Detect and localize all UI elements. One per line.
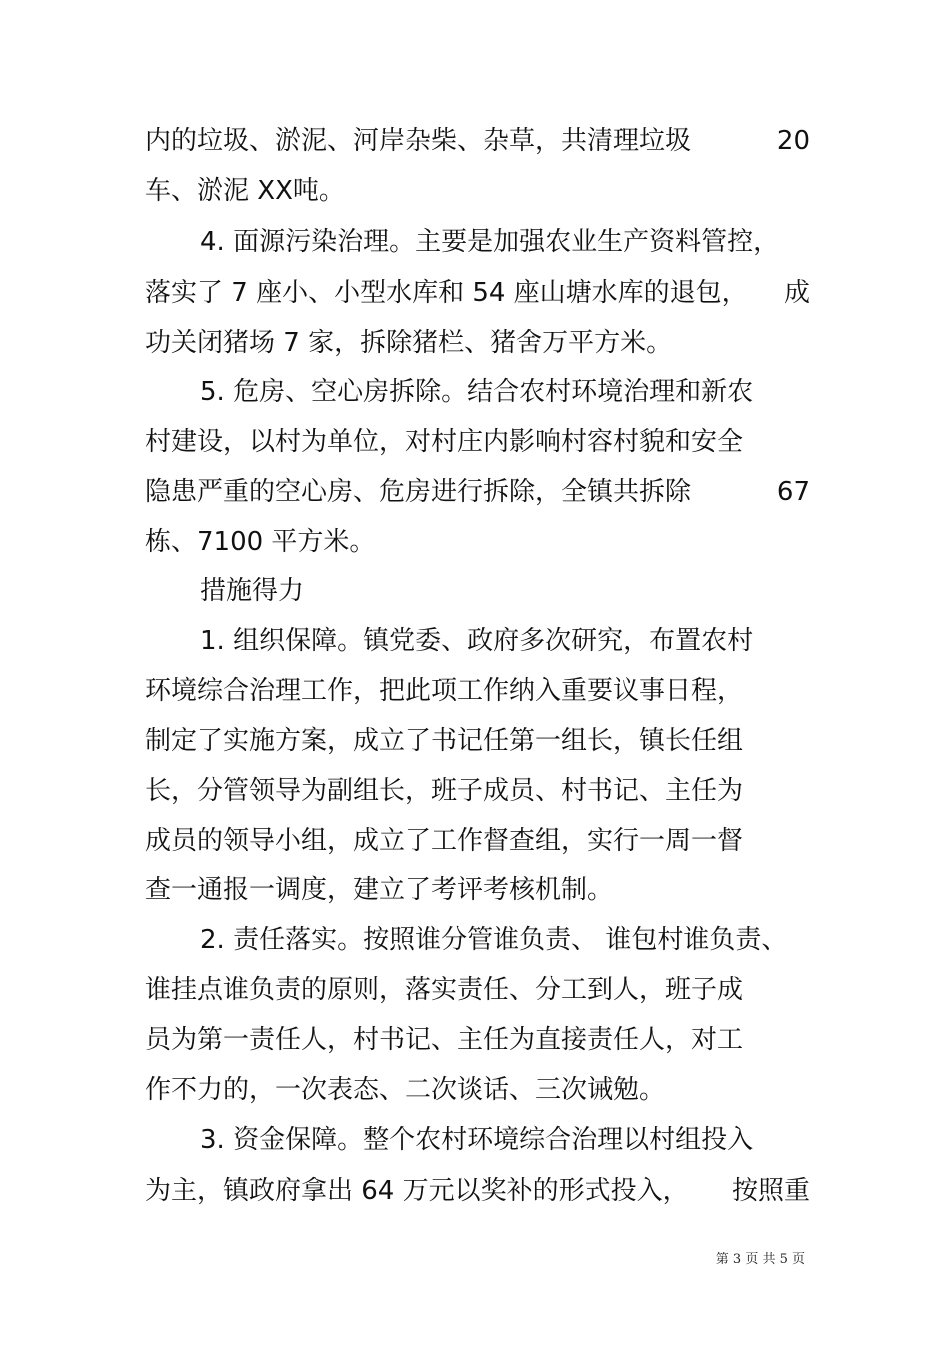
line-text: 村建设，以村为单位，对村庄内影响村容村貌和安全	[145, 427, 744, 457]
page-number-footer: 第 3 页 共 5 页	[715, 1252, 805, 1267]
line-text: 作不力的，一次表态、二次谈话、三次诫勉。	[145, 1075, 666, 1105]
line-text: 1. 组织保障。镇党委、政府多次研究，布置农村	[200, 626, 754, 656]
line-text: 内的垃圾、淤泥、河岸杂柴、杂草，共清理垃圾	[145, 126, 692, 156]
text-line	[145, 522, 810, 562]
line-text: 措施得力	[200, 576, 305, 606]
line-text: 成员的领导小组，成立了工作督查组，实行一周一督	[145, 826, 744, 856]
line-text: 长，分管领导为副组长，班子成员、村书记、主任为	[145, 776, 744, 806]
line-tail: 成	[783, 278, 810, 308]
text-line	[145, 323, 810, 363]
line-tail: 67	[776, 477, 810, 507]
line-text: 栋、7100 平方米。	[145, 527, 376, 557]
text-line	[145, 171, 810, 211]
line-text: 谁挂点谁负责的原则，落实责任、分工到人，班子成	[145, 975, 744, 1005]
section-heading	[200, 571, 810, 611]
text-line	[200, 1120, 810, 1160]
text-line	[145, 870, 810, 910]
line-text: 3. 资金保障。整个农村环境综合治理以村组投入	[200, 1125, 754, 1155]
text-line	[145, 472, 810, 512]
line-text: 5. 危房、空心房拆除。结合农村环境治理和新农	[200, 377, 754, 407]
line-text: 为主，镇政府拿出 64 万元以奖补的形式投入，	[145, 1176, 689, 1206]
text-line	[145, 121, 810, 161]
text-line	[200, 372, 810, 412]
line-text: 功关闭猪场 7 家，拆除猪栏、猪舍万平方米。	[145, 328, 673, 358]
text-line	[200, 920, 810, 960]
text-line	[145, 970, 810, 1010]
text-line	[145, 1020, 810, 1060]
text-line	[145, 771, 810, 811]
line-tail: 按照重	[731, 1176, 810, 1206]
line-tail: 20	[776, 126, 810, 156]
line-text: 车、淤泥 XX吨。	[145, 176, 345, 206]
text-line	[145, 273, 810, 313]
line-text: 环境综合治理工作，把此项工作纳入重要议事日程，	[145, 676, 744, 706]
text-line	[145, 671, 810, 711]
line-text: 查一通报一调度，建立了考评考核机制。	[145, 875, 614, 905]
line-text: 制定了实施方案，成立了书记任第一组长，镇长任组	[145, 726, 744, 756]
line-text: 员为第一责任人，村书记、主任为直接责任人，对工	[145, 1025, 744, 1055]
line-text: 2. 责任落实。按照谁分管谁负责、 谁包村谁负责、	[200, 925, 788, 955]
text-line	[145, 721, 810, 761]
text-line	[200, 621, 810, 661]
line-text: 落实了 7 座小、小型水库和 54 座山塘水库的退包，	[145, 278, 748, 308]
text-line	[145, 422, 810, 462]
text-line	[200, 222, 810, 262]
text-line	[145, 1070, 810, 1110]
text-line	[145, 1171, 810, 1211]
line-text: 4. 面源污染治理。主要是加强农业生产资料管控，	[200, 227, 780, 257]
line-text: 隐患严重的空心房、危房进行拆除，全镇共拆除	[145, 477, 692, 507]
text-line	[145, 821, 810, 861]
